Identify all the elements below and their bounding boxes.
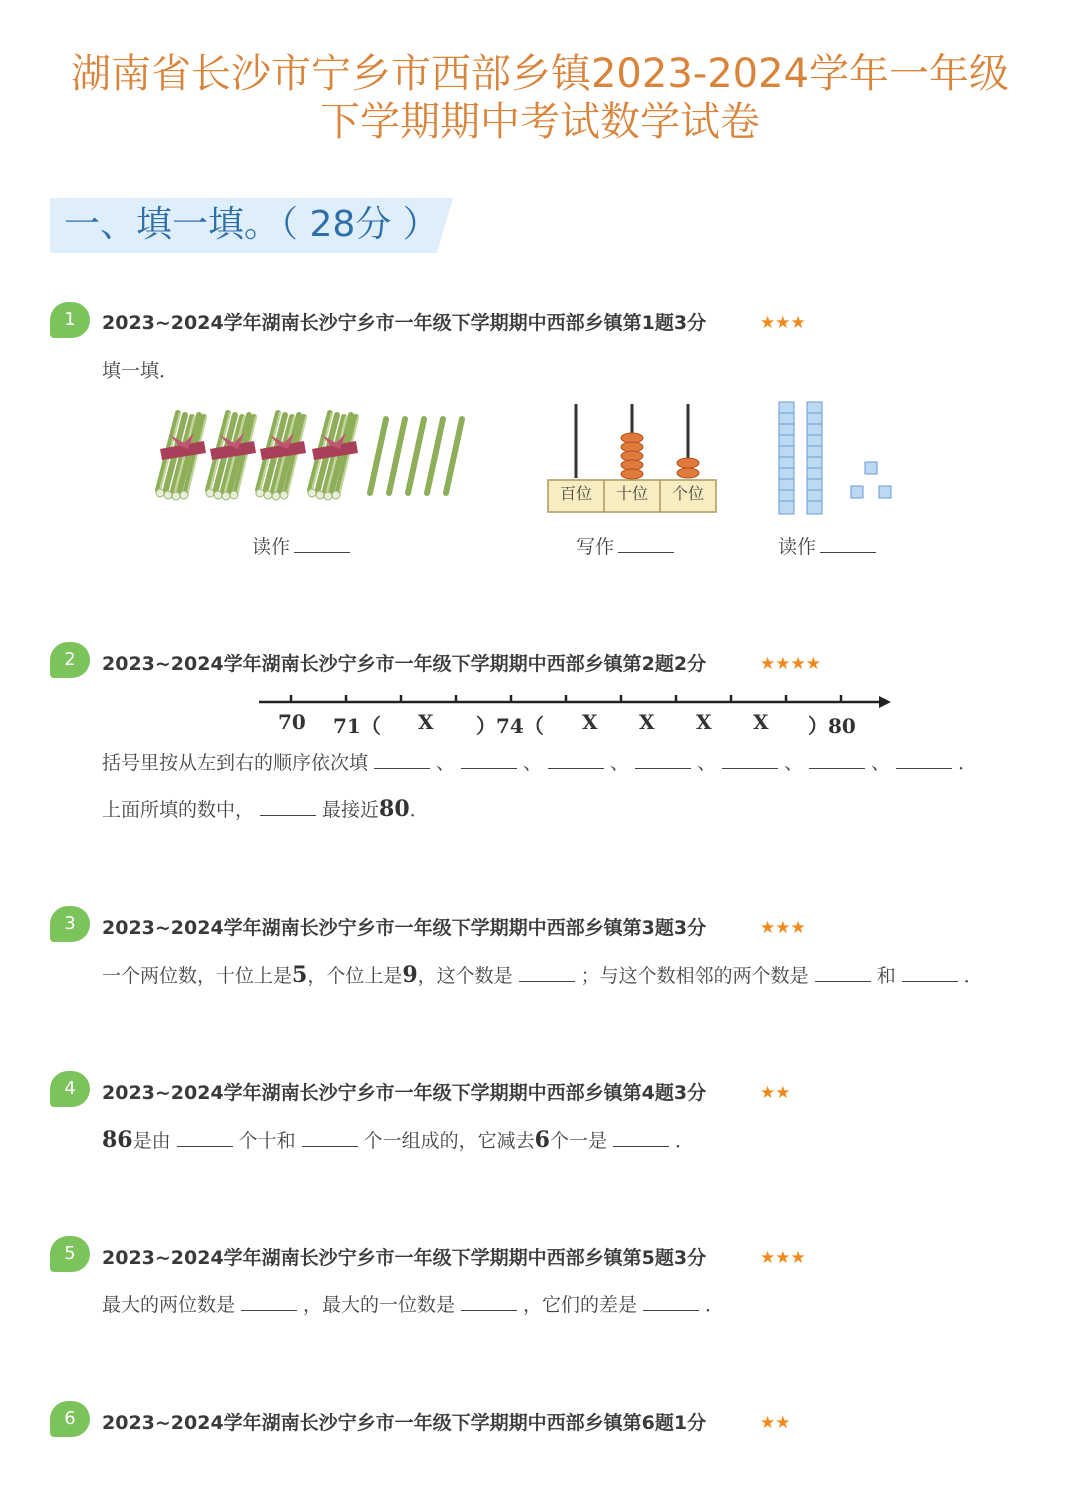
numberline-label: ）74（ [476,714,544,738]
answer-blank[interactable] [461,1292,517,1311]
difficulty-stars: ★★★ [760,313,806,333]
answer-blank[interactable] [519,963,575,982]
stick-bundles-illustration [148,405,473,515]
answer-blank[interactable] [294,534,350,553]
answer-blank[interactable] [809,750,865,769]
abacus-label-hundreds: 百位 [559,484,592,503]
answer-blank[interactable] [241,1292,297,1311]
difficulty-stars: ★★ [760,1083,791,1103]
numberline-label: X [582,710,598,734]
abacus-label-ones: 个位 [671,484,704,503]
page-title-line1: 湖南省长沙市宁乡市西部乡镇2023-2024学年一年级 [70,51,1010,97]
answer-blank[interactable] [461,750,517,769]
q2-line-1: 括号里按从左到右的顺序依次填 、 、 、 、 、 、 ． [102,752,978,774]
difficulty-stars: ★★★★ [760,654,821,674]
answer-blank[interactable] [613,1128,669,1147]
number-line [255,690,895,712]
page-title-line2: 下学期期中考试数学试卷 [320,99,760,145]
answer-blank[interactable] [902,963,958,982]
question-number-badge: 6 [50,1401,90,1437]
q3-line: 一个两位数，十位上是5，个位上是9，这个数是 ；与这个数相邻的两个数是 和 ． [102,962,983,988]
question-number-badge: 4 [50,1071,90,1107]
question-number-badge: 5 [50,1236,90,1272]
answer-blank[interactable] [374,750,430,769]
question-number-badge: 1 [50,302,90,338]
q5-line: 最大的两位数是 ，最大的一位数是 ，它们的差是 ． [102,1294,725,1316]
question-header: 2023~2024学年湖南长沙宁乡市一年级下学期期中西部乡镇第2题2分 [102,653,707,675]
answer-blank[interactable] [302,1128,358,1147]
answer-blank[interactable] [820,534,876,553]
question-header: 2023~2024学年湖南长沙宁乡市一年级下学期期中西部乡镇第3题3分 [102,917,707,939]
difficulty-stars: ★★ [760,1413,791,1433]
question-header: 2023~2024学年湖南长沙宁乡市一年级下学期期中西部乡镇第6题1分 [102,1412,707,1434]
q1-answer-label-2: 写作 [576,533,680,561]
answer-blank[interactable] [177,1128,233,1147]
answer-blank[interactable] [260,797,316,816]
numberline-label: 70 [278,710,306,734]
numberline-label: X [753,710,769,734]
numberline-label: X [696,710,712,734]
base-ten-blocks-illustration [775,400,900,518]
answer-blank[interactable] [815,963,871,982]
question-number-badge: 3 [50,906,90,942]
difficulty-stars: ★★★ [760,918,806,938]
question-header: 2023~2024学年湖南长沙宁乡市一年级下学期期中西部乡镇第1题3分 [102,312,707,334]
q1-answer-label-1: 读作 [252,533,356,561]
q4-line: 86是由 个十和 个一组成的，它减去6个一是 ． [102,1127,695,1153]
numberline-label: 71（ [333,714,381,738]
answer-blank[interactable] [722,750,778,769]
numberline-label: X [418,710,434,734]
difficulty-stars: ★★★ [760,1248,806,1268]
section-title: 一、填一填。（ 28分 ） [64,204,439,245]
answer-blank[interactable] [618,534,674,553]
question-prompt: 填一填． [102,360,179,382]
answer-blank[interactable] [548,750,604,769]
numberline-label: ）80 [808,714,856,738]
numberline-label: X [639,710,655,734]
answer-blank[interactable] [896,750,952,769]
question-header: 2023~2024学年湖南长沙宁乡市一年级下学期期中西部乡镇第5题3分 [102,1247,707,1269]
q2-line-2: 上面所填的数中， 最接近80． [102,796,429,822]
question-number-badge: 2 [50,642,90,678]
abacus-label-tens: 十位 [615,484,648,503]
answer-blank[interactable] [635,750,691,769]
question-header: 2023~2024学年湖南长沙宁乡市一年级下学期期中西部乡镇第4题3分 [102,1082,707,1104]
q1-answer-label-3: 读作 [778,533,882,561]
answer-blank[interactable] [643,1292,699,1311]
